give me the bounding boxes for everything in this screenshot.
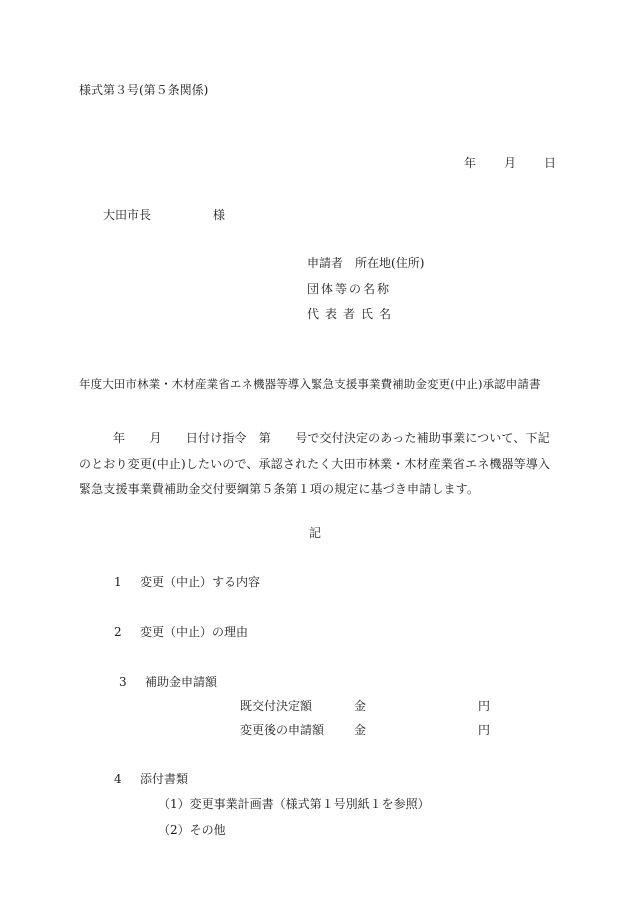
item-change-content [114, 576, 260, 588]
applicant-address-line [307, 257, 424, 269]
applicant-organization: 団体等の名称 [307, 282, 392, 296]
amount-row-decided [240, 700, 490, 712]
item-label: 変更（中止）の理由 [140, 625, 249, 639]
item-label: 補助金申請額 [145, 675, 218, 689]
date-day-label: 日 [544, 156, 557, 170]
ki-heading: 記 [309, 526, 322, 540]
applicant-address: 所在地(住所) [355, 256, 425, 270]
item-number: 4 [114, 772, 122, 786]
recipient-honorific: 様 [213, 208, 226, 222]
item-label: 添付書類 [140, 772, 189, 786]
applicant-label: 申請者 [307, 256, 344, 270]
item-label: 変更（中止）する内容 [140, 575, 261, 589]
amount-prefix: 金 [354, 723, 367, 737]
item-subsidy-amount [119, 676, 217, 688]
attachment-item: （1）変更事業計画書（様式第１号別紙１を参照） [158, 797, 430, 811]
amount-unit: 円 [478, 723, 491, 737]
amount-unit: 円 [478, 699, 491, 713]
item-attachments [114, 773, 188, 785]
body-paragraph: 年 月 日付け指令 第 号で交付決定のあった補助事業について、下記のとおり変更(中止)したいので、承認されたく大田市林業・木材産業省エネ機器等導入緊急支援事業費補助金交付要綱第５条第１項の規定に基づき申請します。 [79, 431, 551, 496]
date-line [464, 157, 556, 169]
document-title: 年度大田市林業・木材産業省エネ機器等導入緊急支援事業費補助金変更(中止)承認申請書 [79, 377, 541, 391]
attachment-item: （2）その他 [158, 823, 226, 837]
date-month-label: 月 [504, 156, 517, 170]
amount-label: 既交付決定額 [240, 699, 313, 713]
amount-row-changed [240, 724, 490, 736]
item-number: 3 [119, 675, 127, 689]
item-number: 2 [114, 625, 122, 639]
date-year-label: 年 [464, 156, 477, 170]
applicant-representative: 代表者氏名 [307, 307, 398, 321]
item-change-reason [114, 626, 248, 638]
recipient [103, 209, 225, 221]
form-number: 様式第３号(第５条関係) [79, 83, 209, 97]
item-number: 1 [114, 575, 122, 589]
amount-label: 変更後の申請額 [240, 723, 325, 737]
amount-prefix: 金 [354, 699, 367, 713]
recipient-title: 大田市長 [103, 208, 152, 222]
